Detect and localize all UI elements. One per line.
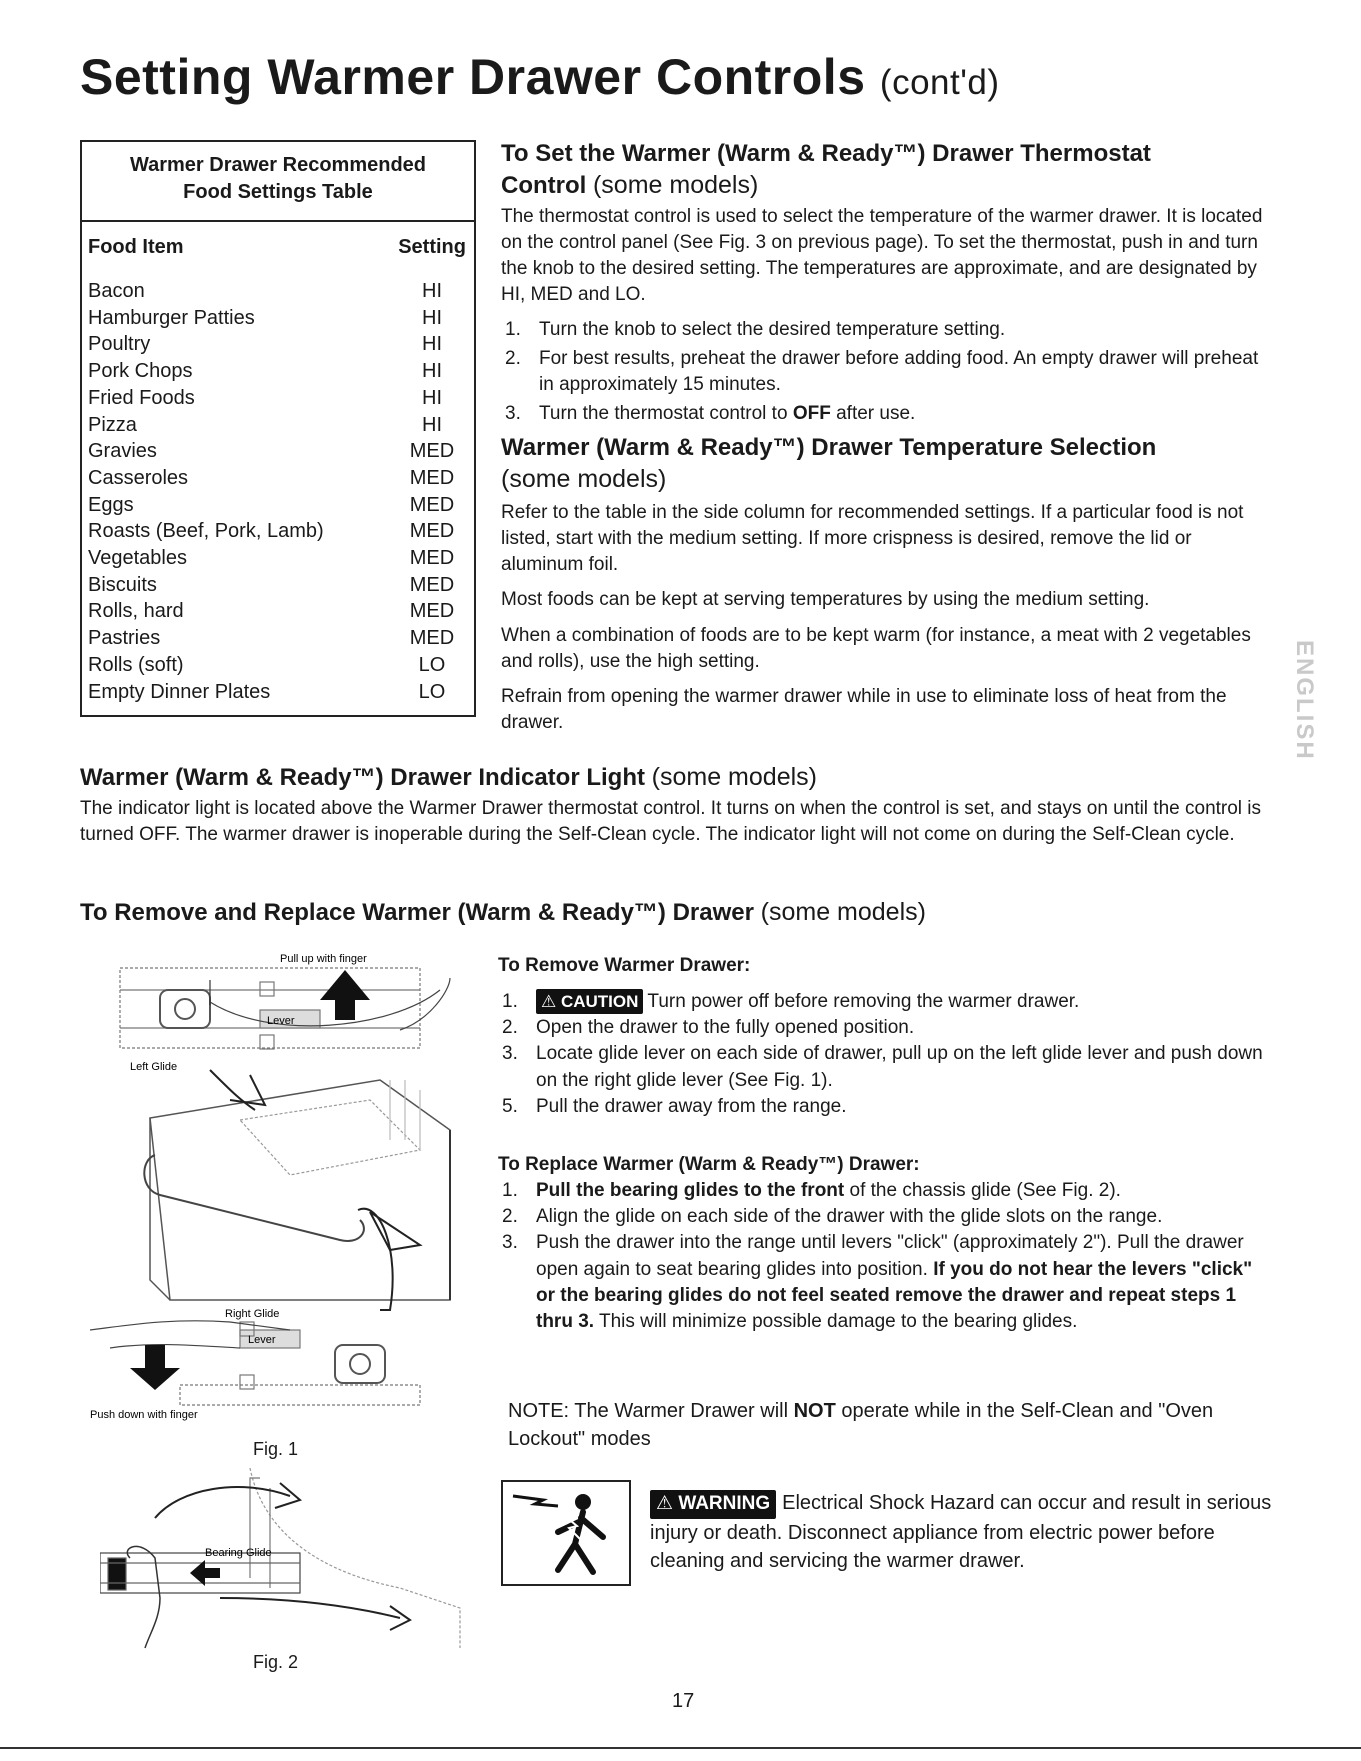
label-lever-bottom: Lever xyxy=(248,1334,276,1346)
page-title xyxy=(80,48,1000,106)
table-row xyxy=(82,518,474,545)
list-item: 2. For best results, preheat the drawer before adding food. An empty drawer will preheat in approximately 15 minutes. xyxy=(505,347,1259,395)
list-item: 3. Push the drawer into the range until levers "click" (approximately 2"). Pull the drawer open again to seat bearing glides into position. If you do not hear the levers "click" or the bearing glides do not feel seated remove the drawer and repeat steps 1 thru 3. This will minimize possible damage to the bearing glides. xyxy=(502,1232,1253,1333)
label-right-glide: Right Glide xyxy=(225,1308,280,1320)
list-item: 2. Open the drawer to the fully opened position. xyxy=(502,1017,915,1039)
temp-para-3: When a combination of foods are to be kept warm (for instance, a meat with 2 vegetables and rolls), use the high setting. xyxy=(501,624,1251,672)
table-row xyxy=(82,438,474,465)
remove-replace-heading: To Remove and Replace Warmer (Warm & Ready™) Drawer (some models) xyxy=(80,898,926,926)
table-row xyxy=(82,492,474,519)
table-row xyxy=(82,412,474,439)
temp-para-4: Refrain from opening the warmer drawer while in use to eliminate loss of heat from the drawer. xyxy=(501,686,1227,734)
table-row xyxy=(82,679,474,706)
indicator-body: The indicator light is located above the Warmer Drawer thermostat control. It turns on when the control is set, and stays on until the control is turned OFF. The warmer drawer is inoperable during the Self-Clean cycle. The indicator light will not come on during the Self-Clean cycle. xyxy=(80,797,1262,845)
label-lever-top: Lever xyxy=(267,1015,295,1027)
page-title-main: Setting Warmer Drawer Controls xyxy=(80,49,866,105)
temperature-selection-section xyxy=(501,432,1261,736)
food-item-setting: MED xyxy=(409,520,455,543)
remove-instructions xyxy=(498,955,1268,1120)
food-item-name: Biscuits xyxy=(88,573,157,596)
language-side-tab: ENGLISH xyxy=(1291,640,1318,761)
list-item: 1. ⚠ CAUTION Turn power off before removing the warmer drawer. xyxy=(498,989,1268,1015)
table-row xyxy=(82,652,474,679)
food-item-name: Pork Chops xyxy=(88,360,193,383)
thermostat-section xyxy=(501,138,1271,427)
food-item-setting: MED xyxy=(409,600,455,623)
figure-1-drawer-removal xyxy=(90,950,470,1435)
food-item-setting: MED xyxy=(409,627,455,650)
warning-badge: ⚠ WARNING xyxy=(650,1490,776,1519)
page-title-suffix: (cont'd) xyxy=(879,63,1000,102)
food-item-setting: HI xyxy=(422,386,442,409)
food-table-heading xyxy=(82,142,474,222)
food-item-setting: MED xyxy=(409,493,455,516)
food-item-setting: MED xyxy=(409,440,455,463)
food-item-name: Poultry xyxy=(88,333,151,356)
temp-para-1: Refer to the table in the side column for recommended settings. If a particular food is not listed, start with the medium setting. If more crispness is desired, remove the lid or aluminum foil. xyxy=(501,501,1244,576)
food-item-setting: LO xyxy=(418,653,446,676)
temperature-selection-heading: Warmer (Warm & Ready™) Drawer Temperature Selection (some models) xyxy=(501,434,1157,494)
temp-para-2: Most foods can be kept at serving temperatures by using the medium setting. xyxy=(501,589,1150,611)
food-item-setting: HI xyxy=(422,360,442,383)
food-item-name: Roasts (Beef, Pork, Lamb) xyxy=(88,520,324,543)
food-table-heading-line2: Food Settings Table xyxy=(183,181,373,203)
label-bearing-glide: Bearing Glide xyxy=(205,1547,272,1559)
remove-replace-section xyxy=(80,896,1280,929)
list-item: 3. Turn the thermostat control to OFF after use. xyxy=(505,403,916,425)
table-row xyxy=(82,278,474,305)
col-setting: Setting xyxy=(398,236,466,258)
food-item-name: Rolls, hard xyxy=(88,600,184,623)
table-row xyxy=(82,305,474,332)
label-pull-up: Pull up with finger xyxy=(280,953,367,965)
list-item: 1. Turn the knob to select the desired temperature setting. xyxy=(505,318,1006,340)
food-item-name: Fried Foods xyxy=(88,386,195,409)
arrow-left-icon xyxy=(190,1560,220,1586)
food-item-name: Bacon xyxy=(88,280,145,302)
food-item-name: Eggs xyxy=(88,493,134,516)
warning-message: ⚠ WARNING Electrical Shock Hazard can occur and result in serious injury or death. Disconnect appliance from electric power before cleaning and servicing the warmer drawer. xyxy=(650,1492,1272,1572)
food-item-name: Rolls (soft) xyxy=(88,653,184,676)
list-item: 1. Pull the bearing glides to the front of the chassis glide (See Fig. 2). xyxy=(502,1180,1121,1201)
food-item-setting: HI xyxy=(422,306,442,329)
table-row xyxy=(82,465,474,492)
replace-instructions xyxy=(498,1154,1268,1335)
table-row xyxy=(82,545,474,572)
food-table-heading-line1: Warmer Drawer Recommended xyxy=(129,154,427,176)
food-item-setting: HI xyxy=(422,280,442,302)
shock-hazard-box xyxy=(501,1480,631,1586)
table-row xyxy=(82,358,474,385)
remove-steps xyxy=(498,989,1268,1120)
food-item-name: Gravies xyxy=(88,440,157,463)
replace-steps xyxy=(498,1178,1268,1335)
arrow-down-icon xyxy=(130,1345,180,1390)
label-push-down: Push down with finger xyxy=(90,1409,198,1421)
indicator-heading: Warmer (Warm & Ready™) Drawer Indicator Light (some models) xyxy=(80,763,817,791)
electric-shock-icon xyxy=(503,1482,629,1584)
food-item-name: Pastries xyxy=(88,627,161,650)
fig-2-caption: Fig. 2 xyxy=(253,1652,299,1672)
food-item-setting: MED xyxy=(409,547,455,570)
figure-2-bearing-glide xyxy=(100,1458,470,1658)
table-row xyxy=(82,385,474,412)
list-item: 5. Pull the drawer away from the range. xyxy=(502,1095,847,1117)
food-settings-table xyxy=(80,140,476,717)
replace-heading: To Replace Warmer (Warm & Ready™) Drawer: xyxy=(498,1154,920,1175)
food-item-name: Vegetables xyxy=(88,547,187,570)
food-item-setting: MED xyxy=(409,466,455,489)
list-item: 2. Align the glide on each side of the drawer with the glide slots on the range. xyxy=(502,1206,1163,1228)
indicator-light-section xyxy=(80,761,1280,848)
table-row xyxy=(82,598,474,625)
food-item-name: Empty Dinner Plates xyxy=(88,680,271,703)
food-table-rows xyxy=(82,278,474,705)
fig-1-caption: Fig. 1 xyxy=(253,1439,299,1459)
food-item-setting: HI xyxy=(422,413,442,436)
thermostat-steps xyxy=(501,317,1271,428)
food-item-setting: HI xyxy=(422,333,442,356)
table-row xyxy=(82,331,474,358)
food-item-setting: MED xyxy=(409,573,455,596)
thermostat-intro: The thermostat control is used to select the temperature of the warmer drawer. It is located on the control panel (See Fig. 3 on previous page). To set the thermostat, push in and turn the knob to the desired setting. The temperatures are approximate, and are designated by HI, MED and LO. xyxy=(501,205,1263,306)
food-table-columns xyxy=(82,236,474,259)
remove-heading: To Remove Warmer Drawer: xyxy=(498,955,751,976)
thermostat-heading: To Set the Warmer (Warm & Ready™) Drawer Thermostat Control (some models) xyxy=(501,140,1151,200)
food-item-name: Casseroles xyxy=(88,466,189,489)
list-item: 3. Locate glide lever on each side of drawer, pull up on the left glide lever and push down on the right glide lever (See Fig. 1). xyxy=(502,1043,1263,1091)
food-item-name: Hamburger Patties xyxy=(88,306,255,329)
footer-rule xyxy=(0,1747,1361,1749)
table-row xyxy=(82,625,474,652)
oven-lockout-note: NOTE: The Warmer Drawer will NOT operate while in the Self-Clean and "Oven Lockout" modes xyxy=(508,1400,1214,1450)
caution-badge: ⚠ CAUTION xyxy=(536,989,643,1014)
arrow-up-icon xyxy=(320,970,370,1020)
page-number: 17 xyxy=(672,1690,695,1712)
table-row xyxy=(82,572,474,599)
food-item-setting: LO xyxy=(418,680,446,703)
col-food-item: Food Item xyxy=(88,236,184,258)
label-left-glide: Left Glide xyxy=(130,1061,178,1073)
food-item-name: Pizza xyxy=(88,413,137,436)
